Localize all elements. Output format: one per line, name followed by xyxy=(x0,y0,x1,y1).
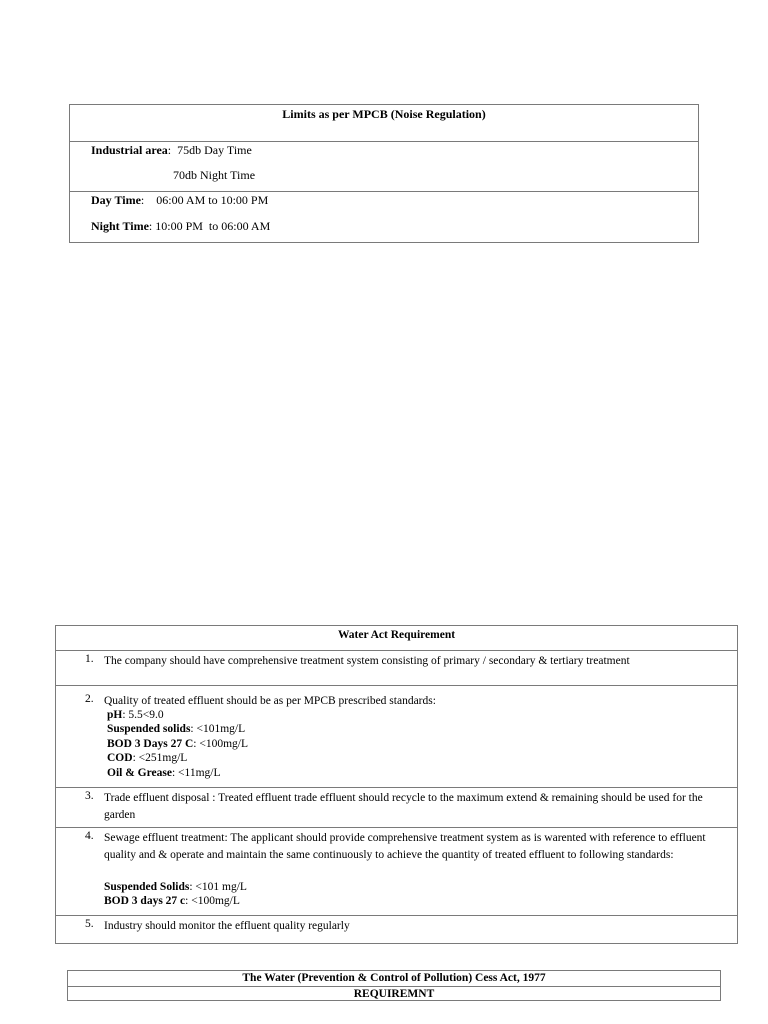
list-item xyxy=(56,651,737,686)
night-time-value: : 10:00 PM to 06:00 AM xyxy=(148,219,271,233)
parameter-line xyxy=(107,708,164,723)
water-act-table xyxy=(55,625,738,944)
parameter-label: Suspended Solids xyxy=(104,881,190,893)
parameter-line xyxy=(107,751,187,766)
item-number: 3. xyxy=(85,790,94,802)
industrial-area-section xyxy=(70,142,698,192)
list-item xyxy=(56,788,737,828)
parameter-line xyxy=(107,737,248,752)
item-number: 2. xyxy=(85,693,94,705)
list-item xyxy=(56,828,737,916)
parameter-value: : <100mg/L xyxy=(193,738,248,750)
item-text: Industry should monitor the effluent quality regularly xyxy=(104,920,350,932)
parameter-value: : <101 mg/L xyxy=(189,881,247,893)
parameter-value: : <251mg/L xyxy=(132,752,188,764)
parameter-label: COD xyxy=(107,752,133,764)
cess-act-table xyxy=(67,970,721,1001)
item-text: Quality of treated effluent should be as per MPCB prescribed standards: xyxy=(104,695,436,707)
list-item xyxy=(56,916,737,943)
noise-limits-table xyxy=(69,104,699,243)
night-time-line xyxy=(91,219,270,234)
item-text: Sewage effluent treatment: The applicant should provide comprehensive treatment system as is warented with reference to effluent quality and & operate and maintain the same continuously to achieve the quantity of treated effluent to following standards: xyxy=(104,832,706,861)
parameter-label: Oil & Grease xyxy=(107,767,172,779)
night-db-value: 70db Night Time xyxy=(173,168,256,182)
cess-act-requirement-heading: REQUIREMNT xyxy=(68,986,720,1002)
industrial-area-label: Industrial area xyxy=(91,143,168,157)
item-number: 4. xyxy=(85,830,94,842)
parameter-line xyxy=(104,880,247,895)
list-item xyxy=(56,686,737,788)
industrial-area-line xyxy=(91,143,252,158)
day-time-line xyxy=(91,193,268,208)
item-number: 1. xyxy=(85,653,94,665)
parameter-line xyxy=(104,894,240,909)
parameter-value: : <11mg/L xyxy=(171,767,221,779)
parameter-label: BOD 3 days 27 c xyxy=(104,895,186,907)
parameter-value: : <101mg/L xyxy=(190,723,246,735)
parameter-value: : <100mg/L xyxy=(185,895,240,907)
day-time-label: Day Time xyxy=(91,193,141,207)
parameter-label: pH xyxy=(107,709,123,721)
day-time-value: : 06:00 AM to 10:00 PM xyxy=(140,193,269,207)
night-time-label: Night Time xyxy=(91,219,149,233)
industrial-area-value: : 75db Day Time xyxy=(167,143,252,157)
water-act-title: Water Act Requirement xyxy=(56,626,737,651)
parameter-value: : 5.5<9.0 xyxy=(122,709,164,721)
parameter-label: BOD 3 Days 27 C xyxy=(107,738,194,750)
cess-act-title: The Water (Prevention & Control of Pollution) Cess Act, 1977 xyxy=(242,972,546,984)
parameter-line xyxy=(107,766,221,781)
item-number: 5. xyxy=(85,918,94,930)
item-text: Trade effluent disposal : Treated effluent trade effluent should recycle to the maximum extend & remaining should be used for the garden xyxy=(104,792,703,821)
noise-table-title: Limits as per MPCB (Noise Regulation) xyxy=(70,105,698,142)
item-text: The company should have comprehensive treatment system consisting of primary / secondary & tertiary treatment xyxy=(104,655,630,667)
parameter-line xyxy=(107,722,245,737)
parameter-label: Suspended solids xyxy=(107,723,191,735)
